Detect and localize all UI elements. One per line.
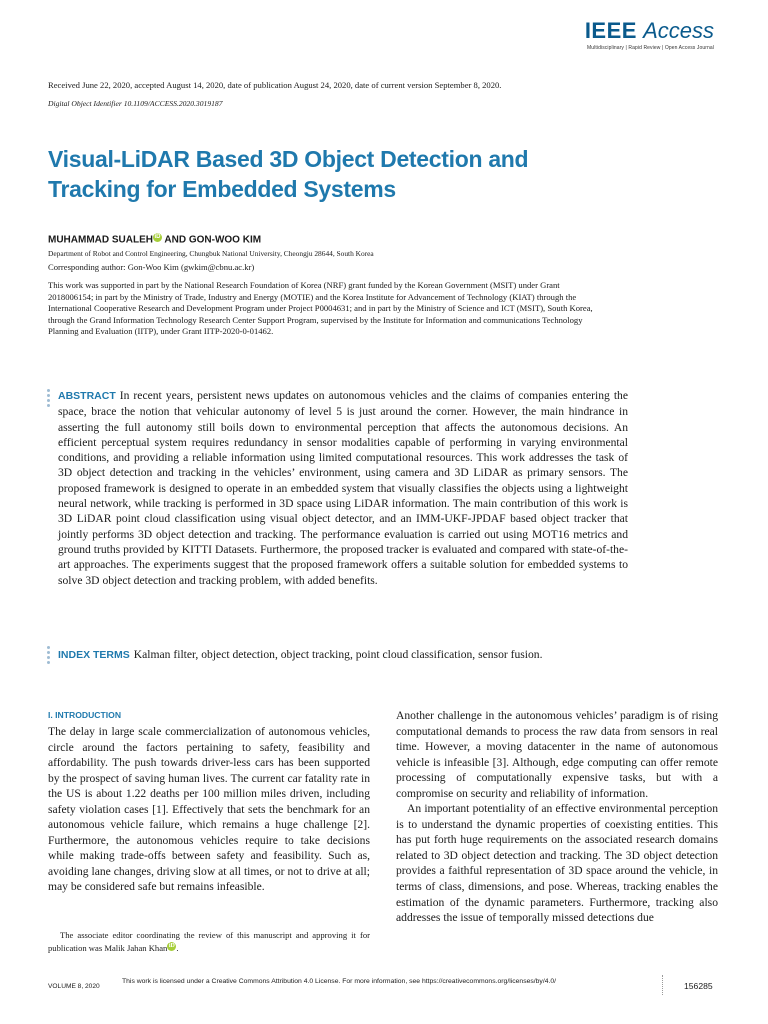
footer-divider: [662, 975, 663, 995]
author-1: MUHAMMAD SUALEH: [48, 234, 153, 246]
author-2: AND GON-WOO KIM: [162, 234, 262, 246]
index-terms-dots-icon: [47, 646, 50, 666]
index-terms-label: INDEX TERMS: [58, 649, 130, 661]
footer-page-number: 156285: [684, 981, 713, 991]
journal-tagline: Multidisciplinary | Rapid Review | Open Access Journal: [587, 45, 714, 51]
footer-license: This work is licensed under a Creative Commons Attribution 4.0 License. For more information, see https://creativecommons.org/licenses/by/4.0/: [122, 978, 557, 985]
orcid-icon-editor[interactable]: iD: [168, 943, 175, 950]
intro-column-1: The delay in large scale commercialization of autonomous vehicles, circle around the factors pertaining to safety, feasibility and affordability. The push towards driver-less cars has been supported by the prospect of saving human lives. The current car fatality rate in the US is about 1.22 deaths per 100 million miles driven, including safety violation cases [1]. Effectively that sets the benchmark for an autonomous vehicle failure, which remains a huge challenge [2]. Furthermore, the autonomous vehicles require to take decisions while making trade-offs between safety and feasibility. Such as, avoiding lane changes, driving slow at all times, or not to drive at all; may be considered safe but remains infeasible.: [48, 725, 370, 894]
logo-access: Access: [643, 18, 714, 43]
intro-paragraph-2: Another challenge in the autonomous vehicles’ paradigm is of rising computational demands to process the raw data from sensors in real time. However, a moving datacenter in the name of autonomous vehicle is infeasible [3]. Although, edge computing can offer remote processing of computationally expensive tasks, but with a compromise on security and reliability of information.: [396, 709, 718, 800]
footnote-end: .: [176, 943, 179, 953]
journal-logo: [585, 18, 714, 51]
ieee-access-wordmark: [585, 18, 714, 44]
footnote-text: The associate editor coordinating the review of this manuscript and approving it for publication was Malik Jahan Khan: [48, 930, 370, 953]
corresponding-author: Corresponding author: Gon-Woo Kim (gwkim@cbnu.ac.kr): [48, 262, 255, 272]
orcid-icon[interactable]: iD: [154, 234, 161, 240]
intro-column-2: [396, 708, 718, 926]
paper-title: [48, 144, 688, 204]
authors: [48, 233, 261, 245]
abstract-text: In recent years, persistent news updates on autonomous vehicles and the claims of companies entering the space, brace the notion that vehicular autonomy of level 5 is just around the corner. However, the main hindrance in asserting the full autonomy still boils down to environmental perception that affects the autonomous decisions. An efficient perceptual system requires redundancy in sensor modalities capable of performing in varying environmental conditions, and providing a reliable information using limited computational resources. This work addresses the task of 3D object detection and tracking in the vehicles’ environment, using camera and 3D LiDAR as primary sensors. The proposed framework is designed to operate in an embedded system that visually classifies the objects using a lightweight neural network, while tracking is performed in 3D space using LiDAR information. The main contribution of this work is 3D LiDAR point cloud classification using visual object detector, and an IMM-UKF-JPDAF based object tracker that jointly performs 3D object detection and tracking. The performance evaluation is carried out using MOT16 metrics and ground truths provided by KITTI Datasets. Furthermore, the proposed tracker is evaluated and compared with state-of-the-art approaches. The experiments suggest that the proposed framework offers a suitable solution for embedded systems to solve 3D object detection and tracking problem, with added benefits.: [58, 389, 628, 587]
index-terms: [58, 648, 698, 661]
doi: Digital Object Identifier 10.1109/ACCESS.2020.3019187: [48, 99, 223, 108]
title-line-2: Tracking for Embedded Systems: [48, 176, 396, 202]
affiliation: Department of Robot and Control Engineering, Chungbuk National University, Cheongju 28644, South Korea: [48, 249, 374, 258]
abstract: [58, 388, 628, 588]
section-heading-introduction: I. INTRODUCTION: [48, 710, 122, 720]
abstract-label: ABSTRACT: [58, 390, 116, 402]
index-terms-text: Kalman filter, object detection, object tracking, point cloud classification, sensor fusion.: [133, 648, 543, 661]
footer-volume: VOLUME 8, 2020: [48, 983, 100, 990]
intro-paragraph-3: An important potentiality of an effective environmental perception is to understand the dynamic properties of coexisting entities. This has put forth huge requirements on the associated research domains related to 3D object detection and tracking. The 3D object detection provides a faithful representation of 3D space around the vehicle, in terms of class, dimensions, and pose. Whereas, tracking enables the estimation of the dynamic parameters. Furthermore, tracking also addresses the issue of temporally missed detections due: [396, 802, 718, 925]
editor-footnote: [48, 929, 370, 955]
logo-ieee: IEEE: [584, 18, 637, 43]
title-line-1: Visual-LiDAR Based 3D Object Detection and: [48, 146, 529, 172]
received-dates: Received June 22, 2020, accepted August 14, 2020, date of publication August 24, 2020, date of current version September 8, 2020.: [48, 80, 502, 90]
abstract-dots-icon: [47, 389, 50, 409]
funding-statement: This work was supported in part by the National Research Foundation of Korea (NRF) grant funded by the Korean Government (MSIT) under Grant 2018006154; in part by the Ministry of Trade, Industry and Energy (MOTIE) and the Korea Institute for Advancement of Technology (KIAT) through the International Cooperative Research and Development Program under Project P0004631; and in part by the Ministry of Science and ICT (MSIT), South Korea, through the Grand Information Technology Research Center Support Program, supervised by the Institute for Information and communications Technology Planning and Evaluation (IITP), under Grant IITP-2020-0-01462.: [48, 280, 593, 336]
